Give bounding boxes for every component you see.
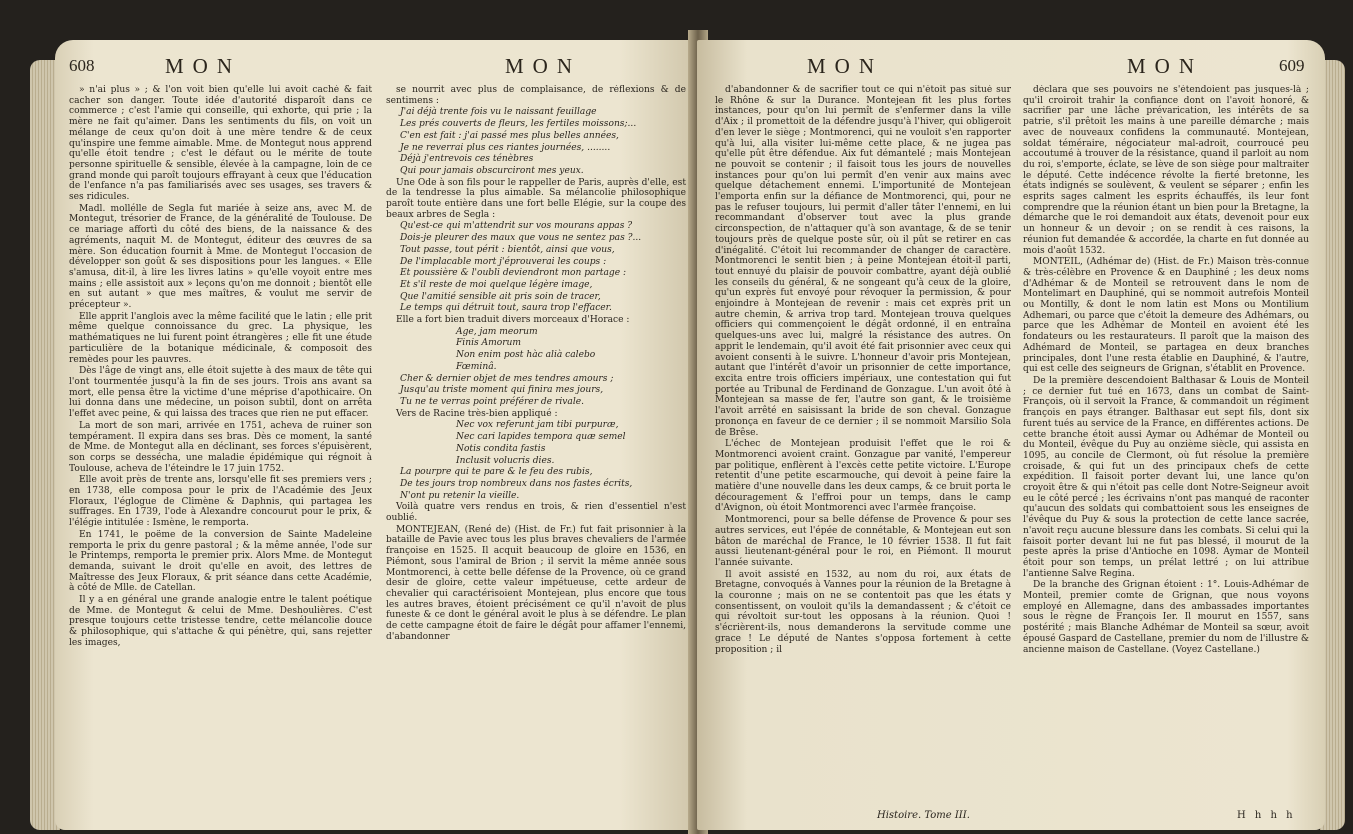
verse-line: De l'implacable mort j'éprouverai les coups : (400, 256, 607, 267)
verse-line: De tes jours trop nombreux dans nos fastes écrits, (400, 478, 633, 489)
paragraph: Il avoit assisté en 1532, au nom du roi, aux états de Bretagne, convoqués à Vannes pour la réunion de la Bretagne à la couronne ; mais on ne se contentoit pas que les états y consentissent, on vouloit qu'ils la demandassent ; & c'étoit ce qui révoltoit sur-tout les opposans à la réunion. Quoi ! s'écrièrent-ils, nous demanderons la servitude comme une grace ! Le député de Nantes s'opposa fortement à cette proposition ; il (715, 569, 1011, 655)
verse-line: Je ne reverrai plus ces riantes journées, ........ (400, 142, 611, 153)
running-head: MON (505, 54, 582, 78)
latin-verse-line: Fœminâ. (456, 361, 497, 372)
paragraph: Voilà quatre vers rendus en trois, & rien d'essentiel n'est oublié. (386, 502, 686, 524)
paragraph: Vers de Racine très-bien appliqué : (396, 408, 558, 419)
paragraph: Dès l'âge de vingt ans, elle étoit sujette à des maux de tête qui l'ont tourmentée jusqu'à la fin de ses jours. Trois ans avant sa mort, elle pensa être la victime d'une méprise d'apothicaire. On lui donna dans une médecine, un poison subtil, dont on arrêta l'effet avec peine, & qui laissa des traces que rien ne put effacer. (69, 366, 372, 420)
signature-mark: H h h h (1237, 810, 1296, 821)
paragraph: déclara que ses pouvoirs ne s'étendoient pas jusques-là ; qu'il croiroit trahir la confiance dont on l'avoit honoré, & sacrifier par une lâche prévarication, les intérêts de sa patrie, s'il prêtoit les mains à une pareille démarche ; mais avec de nouveaux confidens la communauté. Montejean, soldat téméraire, négociateur mal-adroit, courroucé peu accoutumé à trouver de la résistance, quand il parloit au nom du roi, s'emporte, éclate, se lève de son siège pour maltraiter le député. Cette indécence révolte la fierté bretonne, les états indignés se soulèvent, & veulent se séparer ; enfin les esprits sages calment les esprits échauffés, ils leur font comprendre que la réunion étant un bien pour la Bretagne, la démarche que le roi demandoit aux états, devenoit pour eux un honneur & un devoir ; on se rendit à ces raisons, la réunion fut demandée & accordée, la charte en fut donnée au mois d'août 1532. (1023, 85, 1309, 256)
paragraph: » n'ai plus » ; & l'on voit bien qu'elle lui avoit caché & fait cacher son danger. Toute idée d'autorité disparoît dans ce commerce ; c'est l'amie qui conseille, qui exhorte, qui prie ; la mère ne fait qu'aimer. Dans les sentiments du fils, on voit un mélange de ceux qu'on doit à une mère tendre & de ceux qu'inspire une femme aimable. Mme. de Montegut nous apprend qu'elle étoit tendre ; c'est le défaut ou le mérite de toute personne spirituelle & sensible, élevée à la campagne, loin de ce grand monde qui paroît toujours effrayant à ceux que l'éducation de l'enfance n'a pas familiarisés avec ses usages, ses travers & ses ridicules. (69, 85, 372, 203)
paragraph: L'échec de Montejean produisit l'effet que le roi & Montmorenci avoient craint. Gonzague par vanité, l'empereur par politique, enflèrent à l'excès cette petite victoire. L'Europe retentit d'une petite escarmouche, qui devoit à peine faire la matière d'une nouvelle dans les deux camps, & ce bruit porta le découragement & l'effroi pour un temps, dans le camp d'Avignon, où étoit Montmorenci avec l'armée françoise. (715, 439, 1011, 514)
verse-line: La pourpre qui te pare & le feu des rubis, (400, 467, 593, 478)
running-head: MON (1127, 54, 1204, 78)
paragraph: se nourrit avec plus de complaisance, de réflexions & de sentimens : (386, 85, 686, 106)
text-column (69, 85, 372, 823)
text-column (1023, 85, 1309, 809)
page-number: 609 (1279, 56, 1305, 75)
verse-line: Et poussière & l'oubli deviendront mon partage : (400, 268, 627, 279)
paragraph: Il y a en général une grande analogie entre le talent poétique de Mme. de Montegut & celui de Mme. Deshoulières. C'est presque toujours cette tristesse tendre, cette mélancolie douce & philosophique, qui s'attache & qui pénètre, qui, sans rejetter les images, (69, 595, 372, 648)
running-head: MON (165, 54, 242, 78)
paragraph: Une Ode à son fils pour le rappeller de Paris, auprès d'elle, est de la tendresse la plus aimable. Sa mélancolie philosophique paroît toute entière dans une fort belle Elégie, sur la coupe des beaux arbres de Segla : (386, 177, 686, 220)
paragraph: Elle avoit près de trente ans, lorsqu'elle fit ses premiers vers ; en 1738, elle composa pour le prix de l'Académie des Jeux Floraux, l'églogue de Climène & Daphnis, qui partagea les suffrages. En 1739, l'ode à Alexandre concourut pour le prix, & l'élégie intitulée : Ismène, le remporta. (69, 475, 372, 529)
latin-verse-line: Notis condita fastis (456, 443, 546, 454)
paragraph: De la première descendoient Balthasar & Louis de Monteil ; ce dernier fut tué en 1673, dans un combat de Saint-François, où il servoit la France, & commandoit un régiment françois en pays étranger. Balthasar eut sept fils, dont six furent tués au service de la France, en différentes actions. De cette branche étoit aussi Aymar ou Adhémar de Monteil ou du Monteil, évêque du Puy au onzième siècle, qui assista en 1095, au concile de Clermont, où fut résolue la première croisade, & qui fut un des principaux chefs de cette expédition. Il faisoit porter devant lui, une lance qu'on croyoit être & qui n'étoit pas celle dont Notre-Seigneur avoit eu le côté percé ; les écrivains n'ont pas manqué de raconter qu'aucun des soldats qui combattoient sous les enseignes de l'évêque du Puy & sous la protection de cette lance sacrée, n'avoit reçu aucune blessure dans les combats. Si celui qui la faisoit porter devant lui ne fut pas blessé, il mourut de la peste après la prise d'Antioche en 1098. Aymar de Monteil étoit pour son temps, un prélat lettré ; on lui attribue l'antienne Salve Regina. (1023, 375, 1309, 579)
verse-line: J'ai déjà trente fois vu le naissant feuillage (400, 107, 597, 118)
paragraph: MONTEJEAN, (René de) (Hist. de Fr.) fut fait prisonnier à la bataille de Pavie avec tous les plus braves chevaliers de l'armée françoise en 1525. Il acquit beaucoup de gloire en 1536, en Piémont, sous l'amiral de Brion ; il servit la même année sous Montmorenci, à cette belle défense de la Provence, où ce grand desir de gloire, cette valeur impétueuse, cette ardeur de chevalier qui caractérisoient Montejean, plus encore que tous les autres braves, étoient précisément ce qu'il n'avoit de plus funeste & ce dont le général avoit le plus à se défendre. Le plan de cette campagne étoit de faire le dégât pour affamer l'ennemi, d'abandonner (386, 524, 686, 642)
latin-verse-line: Finis Amorum (456, 338, 522, 349)
verse-line: C'en est fait : j'ai passé mes plus belles années, (400, 130, 619, 141)
verse-line: Dois-je pleurer des maux que vous ne sentez pas ?... (400, 233, 642, 244)
text-column (715, 85, 1011, 809)
latin-verse-line: Nec cari lapides tempora quæ semel (456, 432, 626, 443)
verse-line: Les prés couverts de fleurs, les fertiles moissons;... (400, 119, 637, 130)
verse-line: Qu'est-ce qui m'attendrit sur vos mourans appas ? (400, 221, 633, 232)
paragraph: Madl. mollélle de Segla fut mariée à seize ans, avec M. de Montegut, trésorier de France, de la généralité de Toulouse. De ce mariage affortì du côté des biens, de la naissance & des agréments, naquit M. de Montegut, éditeur des œuvres de sa mère. Son éducation fournit à Mme. de Montegut l'occasion de développer son goût & ses dispositions pour les langues. « Elle s'amusa, dit-il, à lire les livres latins » qu'elle voyoit entre mes mains ; elle assistoit aux » leçons qu'on me donnoit ; bientôt elle en sut autant » que mes maîtres, & voulut me servir de précepteur ». (69, 203, 372, 311)
right-page (697, 40, 1325, 830)
verse-line: Tout passe, tout périt : bientôt, ainsi que vous, (400, 244, 615, 255)
latin-verse-line: Age, jam meorum (456, 326, 538, 337)
paragraph: Montmorenci, pour sa belle défense de Provence & pour ses autres services, eut l'épée de connétable, & Montejean eut son bâton de maréchal de France, le 10 février 1538. Il fut fait aussi lieutenant-général pour le roi, en Piémont. Il mourut l'année suivante. (715, 515, 1011, 568)
verse-line: Que l'amitié sensible ait pris soin de tracer, (400, 291, 601, 302)
paragraph: La mort de son mari, arrivée en 1751, acheva de ruiner son tempérament. Il expira dans ses bras. Dès ce moment, la santé de Mme. de Montegut alla en déclinant, ses forces s'épuisèrent, son corps se dessécha, une maladie épidémique qui régnoit à Toulouse, acheva de l'éteindre le 17 juin 1752. (69, 420, 372, 474)
running-head: MON (807, 54, 884, 78)
verse-line: Qui pour jamais obscurciront mes yeux. (400, 165, 584, 176)
paragraph: De la branche des Grignan étoient : 1°. Louis-Adhémar de Monteil, premier comte de Grignan, que nous voyons employé en Allemagne, dans des ambassades importantes sous le règne de François Ier. Il mourut en 1557, sans postérité ; mais Blanche Adhémar de Monteil sa sœur, avoit épousé Gaspard de Castellane, premier du nom de l'illustre & ancienne maison de Castellane. (Voyez Castellane.) (1023, 580, 1309, 655)
paragraph: Elle apprit l'anglois avec la même facilité que le latin ; elle prit même quelque connoissance du grec. La physique, les mathématiques ne lui furent point étrangères ; elle fit une étude particulière de la botanique médicinale, & composoit des remèdes pour les pauvres. (69, 311, 372, 365)
paragraph: MONTEIL, (Adhémar de) (Hist. de Fr.) Maison très-connue & très-célèbre en Provence & en Dauphiné ; les deux noms d'Adhémar & de Monteil se retrouvent dans le nom de Montelimart en Dauphiné, qui se nommoit autrefois Monteil ou Montilly, & dont le nom latin est Mons ou Montilium Adhemari, ou parce que c'étoit la demeure des Adhémars, ou parce que les Adhémar de Monteil en avoient été les fondateurs ou les restaurateurs. Il paroît que la maison des Adhémard de Monteil, se partagea en deux branches principales, dont l'une resta établie en Dauphiné, & l'autre, qui est celle des seigneurs de Grignan, s'établit en Provence. (1023, 257, 1309, 375)
latin-verse-line: Nec vox referunt jam tibi purpuræ, (456, 420, 619, 431)
text-column (386, 85, 686, 823)
verse-line: Le temps qui détruit tout, saura trop l'effacer. (400, 303, 612, 314)
volume-footer: Histoire. Tome III. (877, 810, 970, 821)
verse-line: Jusqu'au triste moment qui finira mes jours, (400, 385, 604, 396)
page-number: 608 (69, 56, 95, 75)
verse-line: Et s'il reste de moi quelque légère image, (400, 279, 593, 290)
latin-verse-line: Non enim post hàc alià calebo (456, 350, 596, 361)
verse-line: Tu ne te verras point préférer de rivale. (400, 396, 585, 407)
paragraph: Elle a fort bien traduit divers morceaux d'Horace : (396, 315, 630, 326)
verse-line: Cher & dernier objet de mes tendres amours ; (400, 373, 614, 384)
left-page (55, 40, 697, 830)
paragraph: d'abandonner & de sacrifier tout ce qui n'étoit pas situé sur le Rhône & sur la Durance. Montejean fit les plus fortes instances, pour qu'on lui permît de s'enfermer dans la ville d'Aix ; il promettoit de la défendre jusqu'à l'hiver, qui obligeroit d'en lever le siège ; Montmorenci, qui ne vouloit s'en rapporter qu'à lui, alla visiter lui-même cette place, & ne jugea pas qu'elle pût être défendue. Aix fut démantelé ; mais Montejean ne pouvoit se contenir ; il faisoit tous les jours de nouvelles instances pour qu'on lui permît d'en venir aux mains avec quelque détachement ennemi. L'importunité de Montejean l'emporta enfin sur la défiance de Montmorenci, qui, pour ne pas le refuser toujours, lui permit d'aller tâter l'ennemi, en lui recommandant d'observer tout avec la plus grande circonspection, de n'attaquer qu'à son avantage, & de se tenir toujours près de quelque poste sûr, où il pût se retirer en cas d'inégalité. C'étoit lui recommander de changer de caractère. Montmorenci le sentit bien ; à peine Montejean étoit-il parti, tout ennuyé du plaisir de pouvoir combattre, ayant déjà oublié les conseils du général, & ne songeant qu'à ceux de la gloire, qu'un exprès fut envoyé pour révoquer la permission, & pour enjoindre à Montejean de revenir : mais cet exprès prit un autre chemin, & arriva trop tard. Montejean trouva quelques officiers qui commençoient le dégât ordonné, il en entraîna quelques-uns avec lui, malgré la résistance des autres. On apprit le lendemain, qu'il avoit été fait prisonnier avec ceux qui avoient consenti à le suivre. L'honneur d'avoir pris Montejean, autant que l'intérêt d'avoir un prisonnier de cette importance, excita entre trois officiers impériaux, une contestation qui fut portée au Tribunal de Ferdinand de Gonzague. L'un avoit ôté à Montejean sa masse de fer, l'autre son gant, & le troisième l'avoit arrêté en saisissant la bride de son cheval. Gonzague prononça en faveur de ce dernier ; il se nommoit Marsilio Sola de Brêse. (715, 85, 1011, 438)
verse-line: N'ont pu retenir la vieille. (400, 490, 520, 501)
paragraph: En 1741, le poëme de la conversion de Sainte Madeleine remporta le prix du genre pastoral ; & la même année, l'ode sur le Printemps, remporta le premier prix. Alors Mme. de Montegut demanda, suivant le droit qu'elle en avoit, des lettres de Maîtresse des Jeux Floraux, & prit séance dans cette Académie, à côté de Mlle. de Catellan. (69, 529, 372, 594)
verse-line: Déjà j'entrevois ces ténèbres (400, 154, 534, 165)
latin-verse-line: Inclusit volucris dies. (456, 455, 555, 466)
